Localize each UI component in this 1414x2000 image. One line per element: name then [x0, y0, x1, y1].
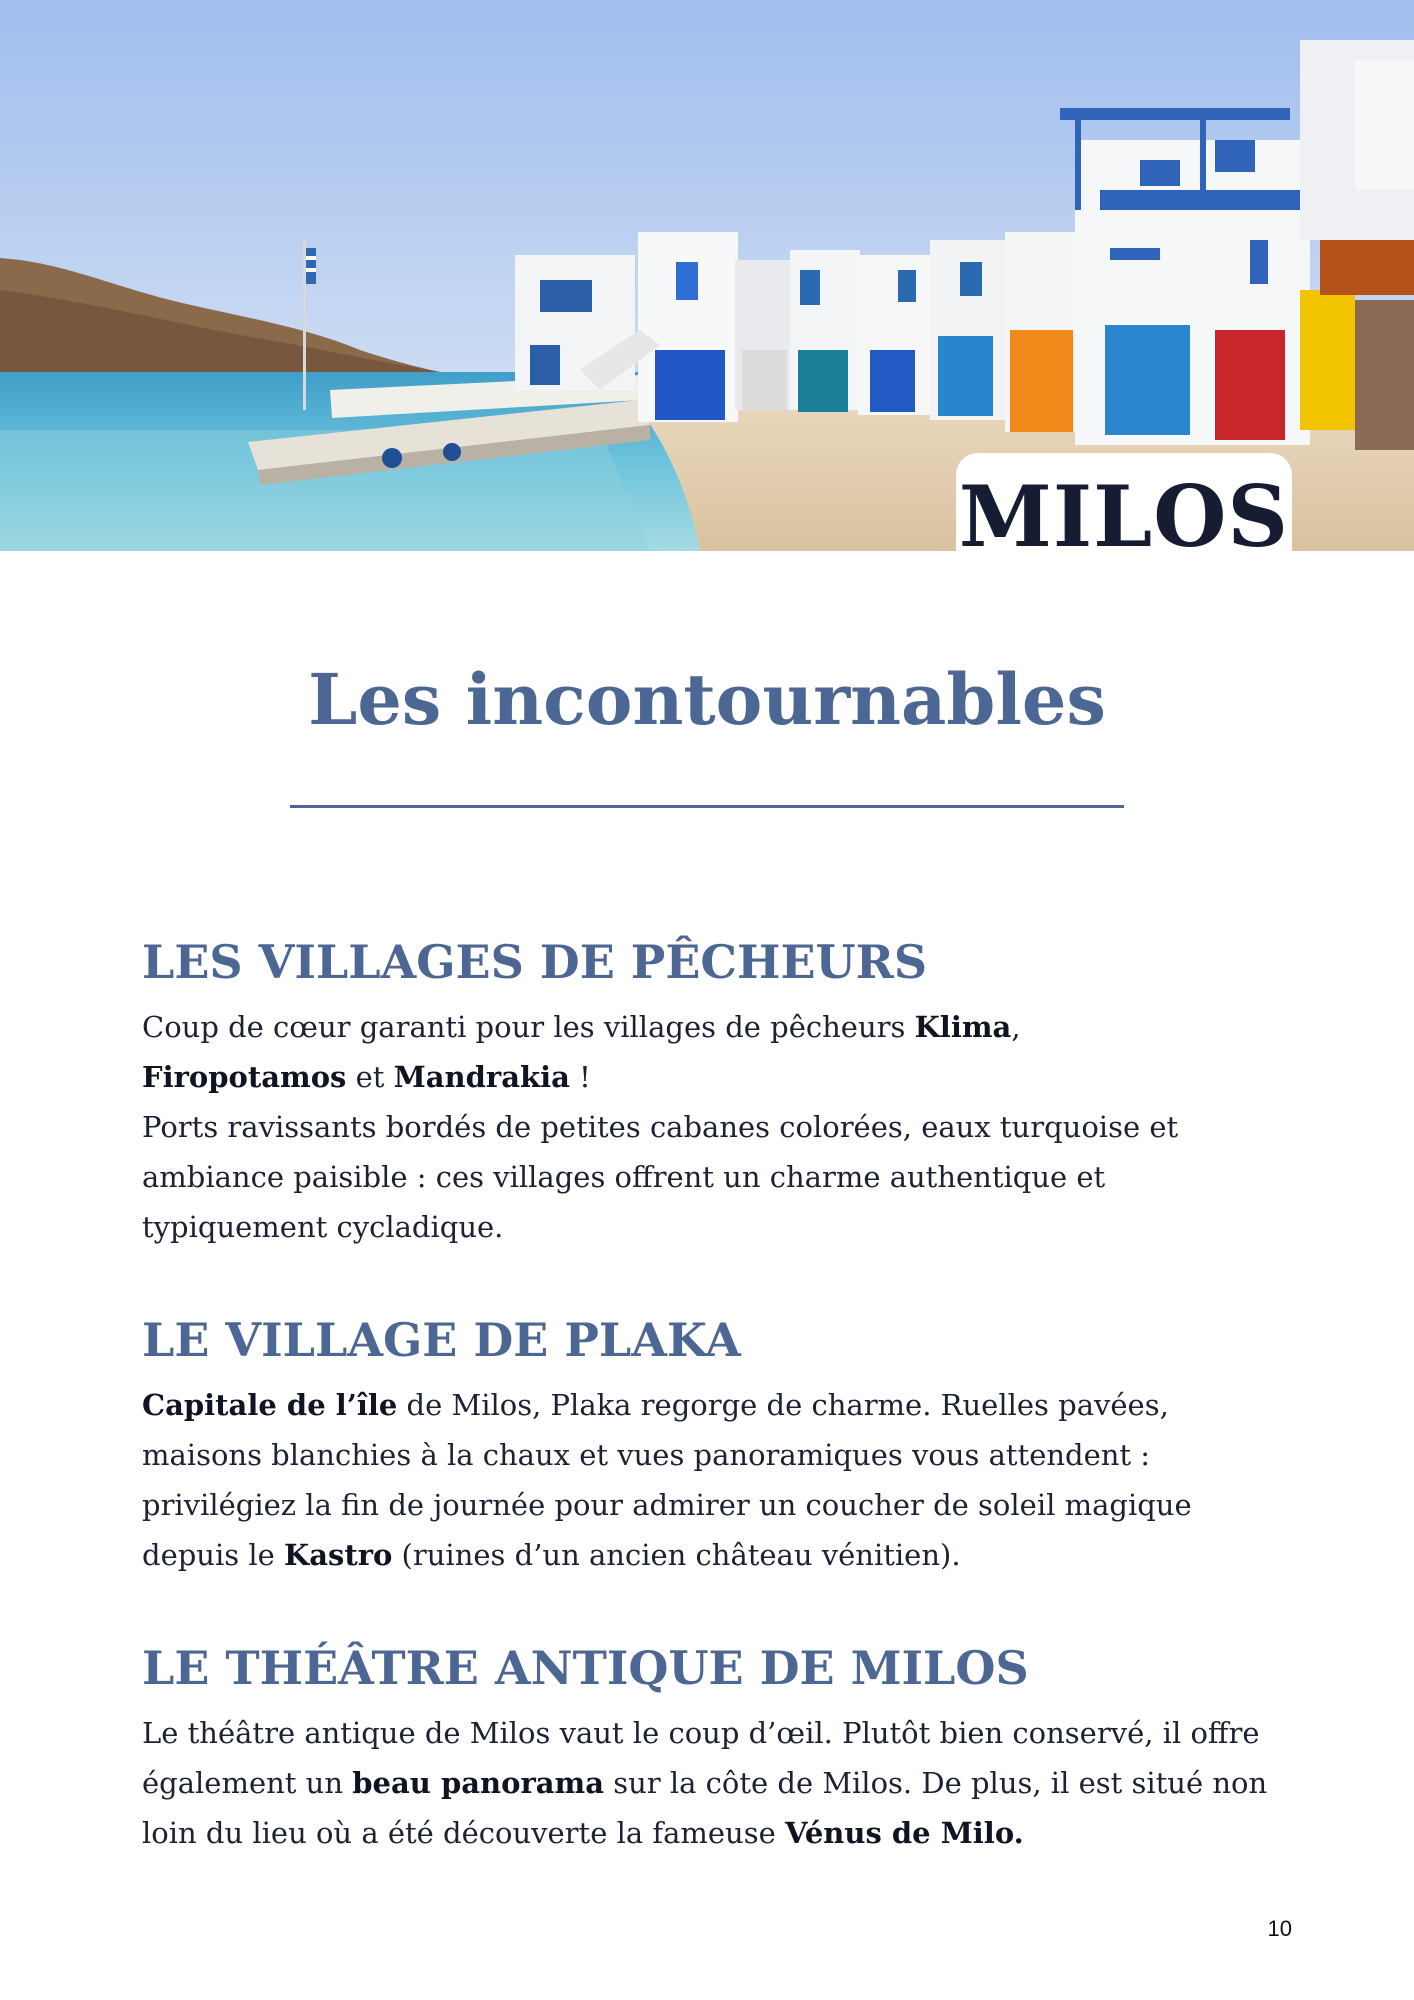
bold-text: Kastro — [284, 1538, 393, 1573]
section-title: LE VILLAGE DE PLAKA — [142, 1313, 741, 1367]
bold-text: Firopotamos — [142, 1060, 347, 1095]
text-run: et — [346, 1060, 394, 1095]
section-ancient-theatre — [142, 1641, 1282, 1858]
section-paragraph: Ports ravissants bordés de petites cabanes colorées, eaux turquoise et ambiance paisible : ces villages offrent un charme authentique et typiquement cycladique. — [142, 1110, 1179, 1245]
bold-text: Capitale de l’île — [142, 1388, 398, 1423]
text-run: , — [1011, 1010, 1021, 1045]
bold-text: Vénus de Milo. — [784, 1816, 1024, 1851]
text-run: de Milos, Plaka regorge de charme. Ruelles pavées, maisons blanchies à la chaux et vues panoramiques vous attendent : privilégiez la fin de journée pour admirer un coucher de soleil magique depuis le — [142, 1388, 1192, 1573]
section-paragraph — [142, 1380, 1282, 1580]
section-paragraph — [142, 1002, 1282, 1102]
section-plaka — [142, 1313, 1282, 1580]
text-run: (ruines d’un ancien château vénitien). — [392, 1538, 961, 1573]
section-title: LE THÉÂTRE ANTIQUE DE MILOS — [142, 1641, 1029, 1695]
page-number: 10 — [1267, 1916, 1292, 1941]
page-title: Les incontournables — [308, 658, 1106, 741]
section-paragraph — [142, 1708, 1282, 1858]
title-divider — [290, 805, 1124, 808]
title-badge — [956, 453, 1292, 551]
hero-image — [0, 0, 1414, 551]
destination-title: MILOS — [958, 467, 1290, 551]
text-run: sur la côte de Milos. De plus, il est situé non loin du lieu où a été découverte la fameuse — [142, 1766, 1268, 1851]
bold-text: Mandrakia — [393, 1060, 570, 1095]
text-run: Coup de cœur garanti pour les villages de pêcheurs — [142, 1010, 915, 1045]
bold-text: Klima — [914, 1010, 1012, 1045]
bold-text: beau panorama — [352, 1766, 604, 1801]
section-fishing-villages — [142, 935, 1282, 1252]
text-run: Le théâtre antique de Milos vaut le coup d’œil. Plutôt bien conservé, il offre également un — [142, 1716, 1260, 1801]
section-title: LES VILLAGES DE PÊCHEURS — [142, 935, 928, 989]
text-run: ! — [569, 1060, 591, 1095]
